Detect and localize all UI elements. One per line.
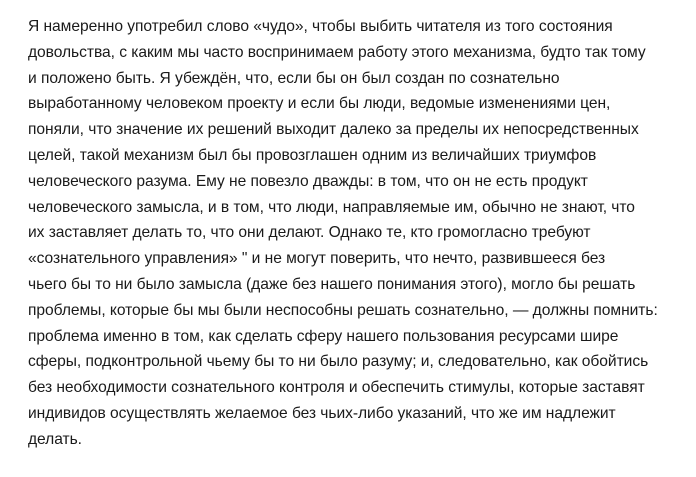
paragraph-line: довольства, с каким мы часто воспринимаем работу этого механизма, будто так тому xyxy=(28,43,646,61)
paragraph-line: сферы, подконтрольной чьему бы то ни было разуму; и, следовательно, как обойтись xyxy=(28,353,649,371)
paragraph-line: выработанному человеком проекту и если бы люди, ведомые изменениями цен, xyxy=(28,95,611,113)
paragraph-line: целей, такой механизм был бы провозглашен одним из величайших триумфов xyxy=(28,146,597,164)
paragraph-line: человеческого замысла, и в том, что люди, направляемые им, обычно не знают, что xyxy=(28,198,635,216)
paragraph-line: их заставляет делать то, что они делают. Однако те, кто громогласно требуют xyxy=(28,224,591,242)
paragraph-line: проблемы, которые бы мы были неспособны решать сознательно, — должны помнить: xyxy=(28,301,658,319)
paragraph-line: чьего бы то ни было замысла (даже без нашего понимания этого), могло бы решать xyxy=(28,275,636,293)
body-paragraph xyxy=(28,14,676,453)
paragraph-line: индивидов осуществлять желаемое без чьих-либо указаний, что же им надлежит xyxy=(28,404,616,422)
paragraph-line: делать. xyxy=(28,430,82,448)
paragraph-line: без необходимости сознательного контроля и обеспечить стимулы, которые заставят xyxy=(28,379,645,397)
paragraph-line: человеческого разума. Ему не повезло дважды: в том, что он не есть продукт xyxy=(28,172,588,190)
paragraph-line: проблема именно в том, как сделать сферу нашего пользования ресурсами шире xyxy=(28,327,619,345)
paragraph-line: Я намеренно употребил слово «чудо», чтобы выбить читателя из того состояния xyxy=(28,18,613,35)
paragraph-line: и положено быть. Я убеждён, что, если бы он был создан по сознательно xyxy=(28,69,560,87)
paragraph-line: поняли, что значение их решений выходит далеко за пределы их непосредственных xyxy=(28,121,639,139)
paragraph-line: «сознательного управления» " и не могут поверить, что нечто, развившееся без xyxy=(28,250,606,268)
